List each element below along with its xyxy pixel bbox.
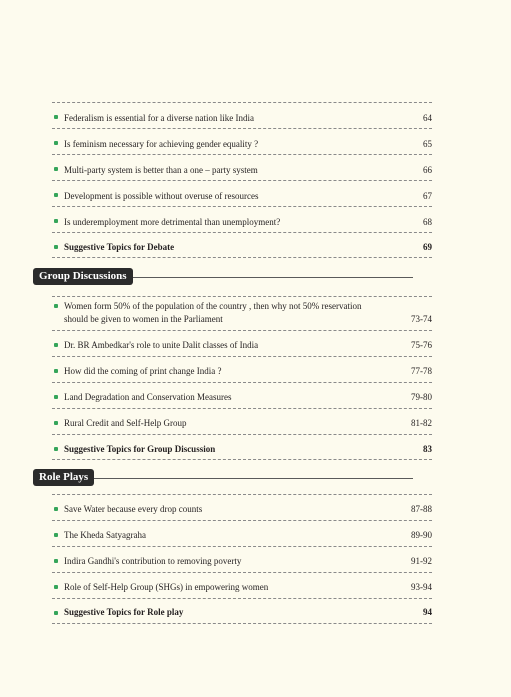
entry-page: 87-88 (411, 504, 432, 514)
entry-page: 94 (423, 607, 432, 617)
section-heading-role-plays: Role Plays (33, 469, 94, 486)
entry-page: 89-90 (411, 530, 432, 540)
bullet-icon (54, 193, 58, 197)
toc-entry[interactable] (52, 382, 432, 407)
toc-entry-suggestive[interactable] (52, 232, 432, 258)
entry-page: 73-74 (411, 314, 432, 324)
bullet-icon (54, 304, 58, 308)
entry-page: 81-82 (411, 418, 432, 428)
toc-entry[interactable] (52, 494, 432, 519)
bullet-icon (54, 219, 58, 223)
entry-title: How did the coming of print change India ? (64, 366, 222, 376)
entry-title: Is underemployment more detrimental than unemployment? (64, 217, 281, 227)
toc-entry[interactable] (52, 128, 432, 153)
entry-page: 66 (423, 165, 432, 175)
toc-entry[interactable] (52, 408, 432, 433)
entry-title: Development is possible without overuse of resources (64, 191, 259, 201)
entry-title: Federalism is essential for a diverse nation like India (64, 113, 254, 123)
entry-title: Role of Self-Help Group (SHGs) in empowering women (64, 582, 269, 592)
entry-page: 93-94 (411, 582, 432, 592)
toc-entry-suggestive[interactable] (52, 598, 432, 624)
toc-entry[interactable] (52, 154, 432, 179)
entry-page: 77-78 (411, 366, 432, 376)
bullet-icon (54, 507, 58, 511)
entry-title: Suggestive Topics for Group Discussion (64, 444, 216, 454)
entry-title: The Kheda Satyagraha (64, 530, 146, 540)
bullet-icon (54, 245, 58, 249)
toc-entry[interactable] (52, 206, 432, 231)
bullet-icon (54, 421, 58, 425)
toc-entry[interactable] (52, 356, 432, 381)
entry-title-line1: Women form 50% of the population of the country , then why not 50% reservation (64, 301, 362, 311)
bullet-icon (54, 343, 58, 347)
entry-page: 67 (423, 191, 432, 201)
entry-title: Multi-party system is better than a one – party system (64, 165, 258, 175)
bullet-icon (54, 141, 58, 145)
entry-title: Land Degradation and Conservation Measures (64, 392, 232, 402)
entry-title: Is feminism necessary for achieving gender equality ? (64, 139, 259, 149)
entry-title: Save Water because every drop counts (64, 504, 203, 514)
entry-page: 65 (423, 139, 432, 149)
bullet-icon (54, 395, 58, 399)
entry-page: 91-92 (411, 556, 432, 566)
toc-entry[interactable] (52, 520, 432, 545)
entry-page: 69 (423, 242, 432, 252)
bullet-icon (54, 447, 58, 451)
entry-title-line2: should be given to women in the Parliament (64, 314, 223, 324)
toc-entry[interactable] (52, 296, 432, 327)
entry-page: 64 (423, 113, 432, 123)
section-heading-group-discussions: Group Discussions (33, 268, 133, 285)
bullet-icon (54, 167, 58, 171)
toc-entry[interactable] (52, 102, 432, 127)
bullet-icon (54, 369, 58, 373)
entry-title: Suggestive Topics for Role play (64, 607, 184, 617)
toc-entry[interactable] (52, 546, 432, 571)
entry-title: Indira Gandhi's contribution to removing poverty (64, 556, 242, 566)
bullet-icon (54, 115, 58, 119)
entry-title: Dr. BR Ambedkar's role to unite Dalit classes of India (64, 340, 259, 350)
bullet-icon (54, 585, 58, 589)
entry-page: 75-76 (411, 340, 432, 350)
entry-title: Suggestive Topics for Debate (64, 242, 175, 252)
entry-page: 68 (423, 217, 432, 227)
bullet-icon (54, 559, 58, 563)
entry-title: Rural Credit and Self-Help Group (64, 418, 187, 428)
toc-entry[interactable] (52, 180, 432, 205)
bullet-icon (54, 533, 58, 537)
toc-entry[interactable] (52, 330, 432, 355)
entry-page: 83 (423, 444, 432, 454)
toc-entry-suggestive[interactable] (52, 434, 432, 460)
bullet-icon (54, 611, 58, 615)
entry-page: 79-80 (411, 392, 432, 402)
toc-entry[interactable] (52, 572, 432, 597)
